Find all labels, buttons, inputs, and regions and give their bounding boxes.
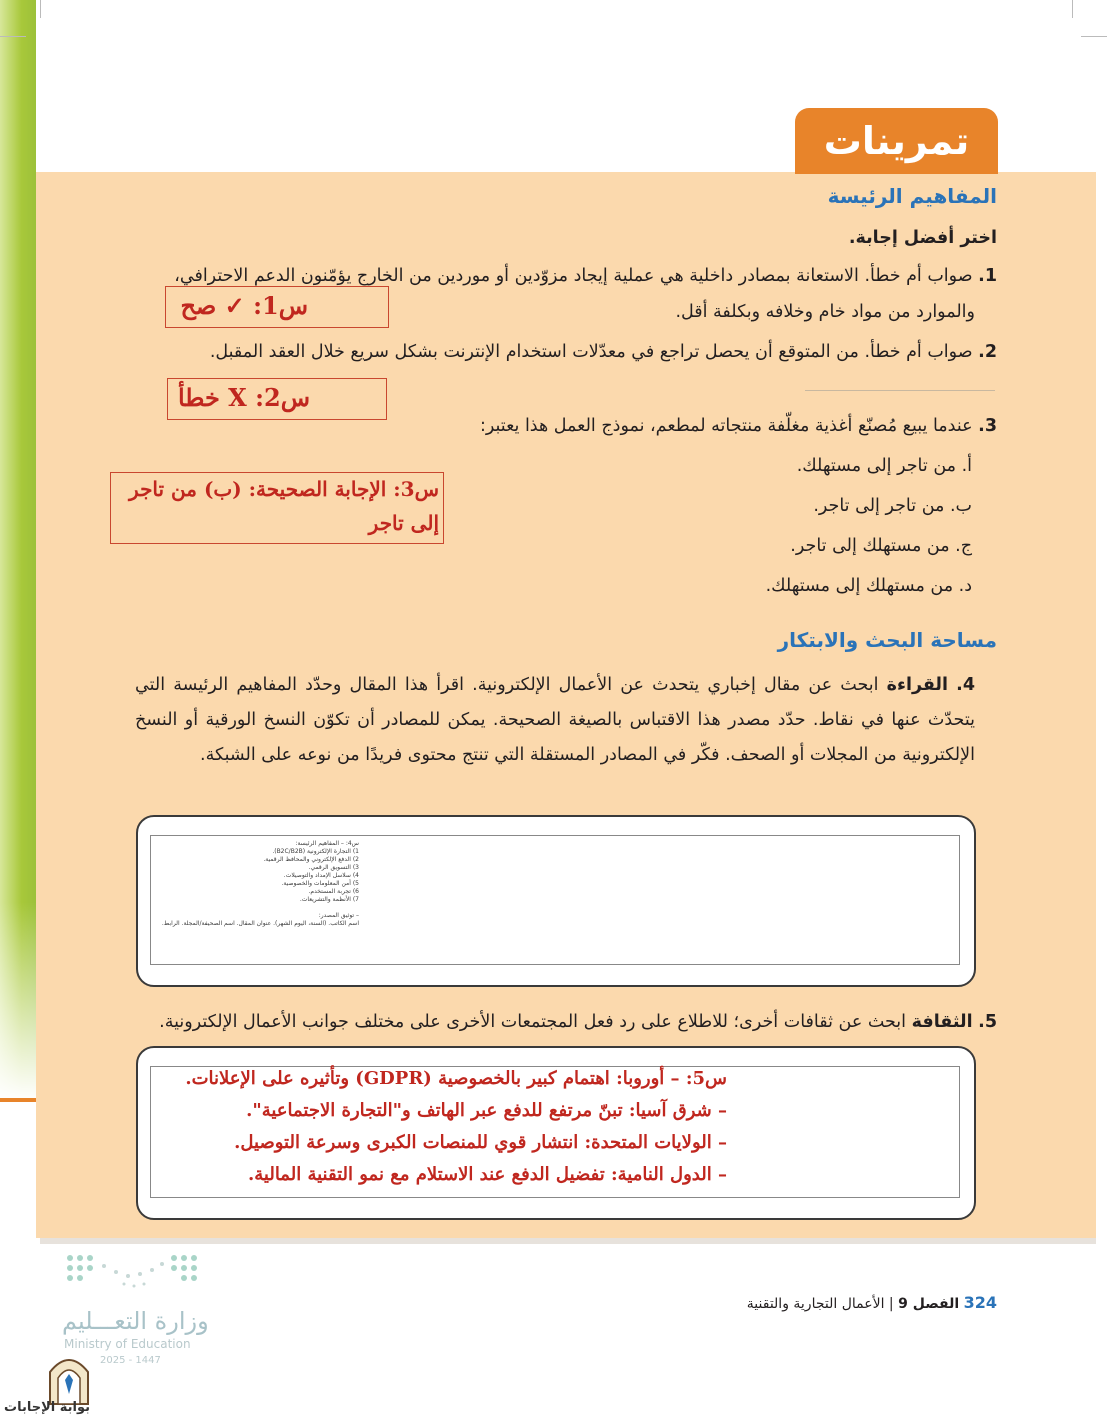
q4-answer-line: اسم الكاتب. (السنة، اليوم الشهر). عنوان المقال. اسم الصحيفة/المجلة. الرابط.: [161, 920, 359, 927]
crop-mark: [0, 36, 26, 37]
q2-answer-box: [167, 378, 387, 420]
left-orange-line: [0, 1098, 36, 1102]
q4-answer-line: – توثيق المصدر:: [318, 912, 359, 919]
q5-answer-line: س5: – أوروبا: اهتمام كبير بالخصوصية (GDPR) وتأثيره على الإعلانات.: [185, 1068, 727, 1089]
q4-answer-line: 6) تجربة المستخدم.: [308, 888, 359, 895]
research-title: مساحة البحث والابتكار: [777, 628, 997, 652]
page-number: 324: [963, 1293, 997, 1312]
q4-answer-line: 4) سلاسل الإمداد والتوصيلات.: [283, 872, 359, 879]
exercises-tab: [795, 108, 998, 174]
ministry-logo-dots-icon: [64, 1252, 198, 1292]
ministry-name-arabic: وزارة التعـــليم: [62, 1307, 209, 1335]
q3-text: عندما يبيع مُصنّع أغذية مغلّفة منتجاته لمطعم، نموذج العمل هذا يعتبر:: [479, 416, 973, 436]
key-concepts-title: المفاهيم الرئيسة: [827, 184, 997, 208]
q4-answer-sheet: [150, 835, 960, 965]
q4-text: ابحث عن مقال إخباري يتحدث عن الأعمال الإلكترونية. اقرأ هذا المقال وحدّد المفاهيم الرئيسة التي يتحدّث عنها في نقاط. حدّد مصدر هذا الاقتباس بالصيغة الصحيحة. يمكن للمصادر أن تكوّن النسخ الورقية أو النسخ الإلكترونية من المجلات أو الصحف. فكّر في المصادر المستقلة التي تنتج محتوى فريدًا من نوعه على الشبكة.: [135, 675, 975, 765]
q4-paragraph: [135, 668, 975, 773]
q2-line: [210, 342, 997, 362]
q5-label: الثقافة: [911, 1012, 973, 1032]
q3-option-b: ب. من تاجر إلى تاجر.: [813, 496, 972, 516]
q3-number: 3.: [978, 416, 997, 436]
q4-label: القراءة: [886, 675, 948, 695]
q4-answer-line: [162, 904, 359, 912]
q1-line2: والموارد من مواد خام وخلافه وبكلفة أقل.: [675, 302, 975, 322]
q3-option-c: ج. من مستهلك إلى تاجر.: [790, 536, 972, 556]
panel-shadow: [40, 1238, 1096, 1244]
q4-answer-line: 1) التجارة الإلكترونية (B2C/B2B).: [272, 848, 359, 855]
q4-answer-line: 7) الأنظمة والتشريعات.: [299, 896, 359, 903]
crop-mark: [1072, 0, 1073, 18]
crop-mark: [40, 0, 41, 18]
q4-answer-line: 5) أمن المعلومات والخصوصية.: [281, 880, 359, 887]
q3-answer-line2: إلى تاجر: [368, 511, 439, 535]
ministry-name-english: Ministry of Education: [64, 1337, 191, 1351]
exercises-title: تمرينات: [823, 119, 970, 163]
answer-line: [805, 390, 995, 391]
q1-text: صواب أم خطأ. الاستعانة بمصادر داخلية هي عملية إيجاد مزوّدين أو موردين من الخارج يؤمّنون الدعم الاحترافي،: [174, 266, 973, 286]
green-bar-fade: [0, 0, 36, 1100]
q5-text: ابحث عن ثقافات أخرى؛ للاطلاع على رد فعل المجتمعات الأخرى على مختلف جوانب الأعمال الإلكترونية.: [159, 1012, 907, 1032]
q5-answer-line: – الدول النامية: تفضيل الدفع عند الاستلام مع نمو التقنية المالية.: [247, 1164, 727, 1185]
q5-answer-line: – شرق آسيا: تبنّ مرتفع للدفع عبر الهاتف و"التجارة الاجتماعية".: [246, 1100, 727, 1121]
q1-line1: [174, 266, 997, 286]
q4-number: 4.: [956, 675, 975, 695]
footer-separator: |: [888, 1296, 894, 1312]
q3-answer-box: [110, 472, 444, 544]
q4-answer-line: 3) التسويق الرقمي.: [308, 864, 359, 871]
instruction: اختر أفضل إجابة.: [848, 228, 997, 248]
q1-number: 1.: [978, 266, 997, 286]
q1-answer: س1: ✓ صح: [180, 291, 308, 320]
q3-option-a: أ. من تاجر إلى مستهلك.: [796, 456, 972, 476]
q5-line: [159, 1012, 997, 1032]
chapter-title: الأعمال التجارية والتقنية: [746, 1296, 885, 1312]
q1-answer-box: [165, 286, 389, 328]
q4-answer-line: س4: – المفاهيم الرئيسة:: [295, 840, 359, 847]
ministry-year: 2025 - 1447: [100, 1355, 161, 1366]
crop-mark: [1081, 36, 1107, 37]
gate-logo-icon: [46, 1350, 92, 1406]
q4-answer-line: 2) الدفع الإلكتروني والمحافظ الرقمية.: [263, 856, 359, 863]
q2-answer: س2: X خطأ: [177, 383, 310, 412]
chapter-label: الفصل 9: [898, 1296, 960, 1312]
q2-number: 2.: [978, 342, 997, 362]
q2-text: صواب أم خطأ. من المتوقع أن يحصل تراجع في معدّلات استخدام الإنترنت بشكل سريع خلال العقد المقبل.: [209, 342, 973, 362]
q4-answer-list: [162, 840, 359, 928]
page-footer: [747, 1293, 997, 1312]
q5-answer-line: – الولايات المتحدة: انتشار قوي للمنصات الكبرى وسرعة التوصيل.: [234, 1132, 727, 1153]
q5-number: 5.: [978, 1012, 997, 1032]
site-label: بوابة الإجابات: [4, 1400, 90, 1415]
q3-line: [480, 416, 997, 436]
q3-option-d: د. من مستهلك إلى مستهلك.: [765, 576, 972, 596]
q4-answer-area[interactable]: [136, 815, 976, 987]
q3-answer-line1: س3: الإجابة الصحيحة: (ب) من تاجر: [129, 477, 439, 501]
